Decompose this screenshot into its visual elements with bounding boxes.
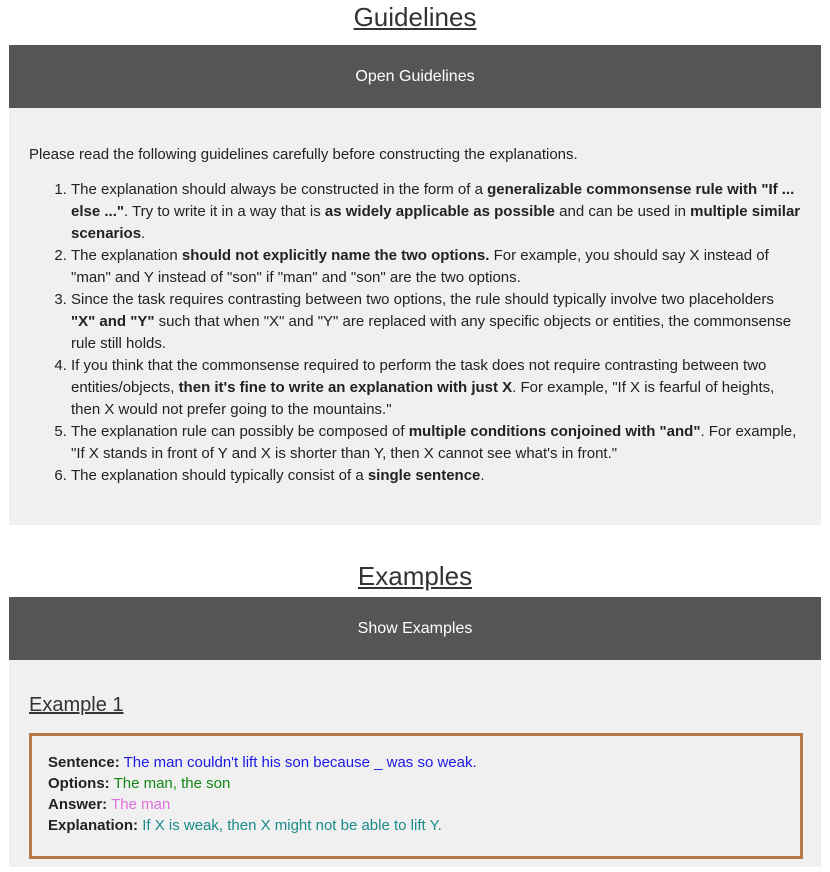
guidelines-list — [29, 179, 801, 487]
guideline-text: . Try to write it in a way that is — [123, 203, 325, 220]
example-1-heading: Example 1 — [29, 694, 124, 716]
guidelines-intro: Please read the following guidelines carefully before constructing the explanations. — [29, 146, 578, 163]
guideline-emphasis: "X" and "Y" — [71, 313, 155, 330]
sentence-label: Sentence: — [48, 754, 120, 771]
example-1-box — [29, 733, 803, 859]
example-explanation-row — [48, 815, 784, 836]
guideline-emphasis: generalizable commonsense rule with "If ... else ..." — [71, 181, 795, 220]
guideline-text: . For example, "If X stands in front of Y and X is shorter than Y, then X cannot see what's in front." — [71, 423, 797, 462]
guideline-text: such that when "X" and "Y" are replaced with any specific objects or entities, the commonsense rule still holds. — [71, 313, 792, 352]
guideline-emphasis: then it's fine to write an explanation with just X — [178, 379, 513, 396]
examples-title: Examples — [357, 561, 473, 591]
guideline-item — [71, 465, 801, 487]
examples-panel — [9, 660, 821, 867]
guideline-emphasis: single sentence — [367, 467, 481, 484]
guideline-emphasis: as widely applicable as possible — [324, 203, 555, 220]
guideline-item — [71, 289, 801, 355]
guideline-text: The explanation — [71, 247, 182, 264]
guideline-text: The explanation should typically consist of a — [71, 467, 368, 484]
guideline-emphasis: multiple similar scenarios — [71, 203, 801, 242]
explanation-label: Explanation: — [48, 817, 139, 834]
options-value: The man, the son — [113, 775, 231, 792]
guideline-text: For example, you should say X instead of "man" and Y instead of "son" if "man" and "son" are the two options. — [71, 247, 769, 286]
guideline-emphasis: multiple conditions conjoined with "and" — [408, 423, 701, 440]
example-options-row — [48, 773, 784, 794]
guideline-text: . — [480, 467, 485, 484]
guidelines-title: Guidelines — [353, 2, 477, 32]
guideline-text: The explanation should always be constructed in the form of a — [71, 181, 488, 198]
example-answer-row — [48, 794, 784, 815]
open-guidelines-button[interactable]: Open Guidelines — [9, 45, 821, 108]
guideline-text: Since the task requires contrasting between two options, the rule should typically involve two placeholders — [71, 291, 774, 308]
guideline-text: If you think that the commonsense required to perform the task does not require contrasting between two entities/objects, — [71, 357, 767, 396]
guideline-emphasis: should not explicitly name the two options. — [181, 247, 490, 264]
options-label: Options: — [48, 775, 110, 792]
show-examples-button[interactable]: Show Examples — [9, 597, 821, 660]
explanation-value: If X is weak, then X might not be able to lift Y. — [142, 817, 442, 834]
guideline-item — [71, 179, 801, 245]
answer-value: The man — [111, 796, 171, 813]
answer-label: Answer: — [48, 796, 108, 813]
guidelines-panel — [9, 108, 821, 525]
sentence-value: The man couldn't lift his son because _ was so weak. — [123, 754, 477, 771]
guideline-item — [71, 245, 801, 289]
example-sentence-row — [48, 752, 784, 773]
guideline-text: and can be used in — [555, 203, 691, 220]
guideline-item — [71, 421, 801, 465]
guideline-text: . For example, "If X is fearful of heights, then X would not prefer going to the mountains." — [71, 379, 775, 418]
guideline-item — [71, 355, 801, 421]
guideline-text: . — [141, 225, 146, 242]
guideline-text: The explanation rule can possibly be composed of — [71, 423, 409, 440]
